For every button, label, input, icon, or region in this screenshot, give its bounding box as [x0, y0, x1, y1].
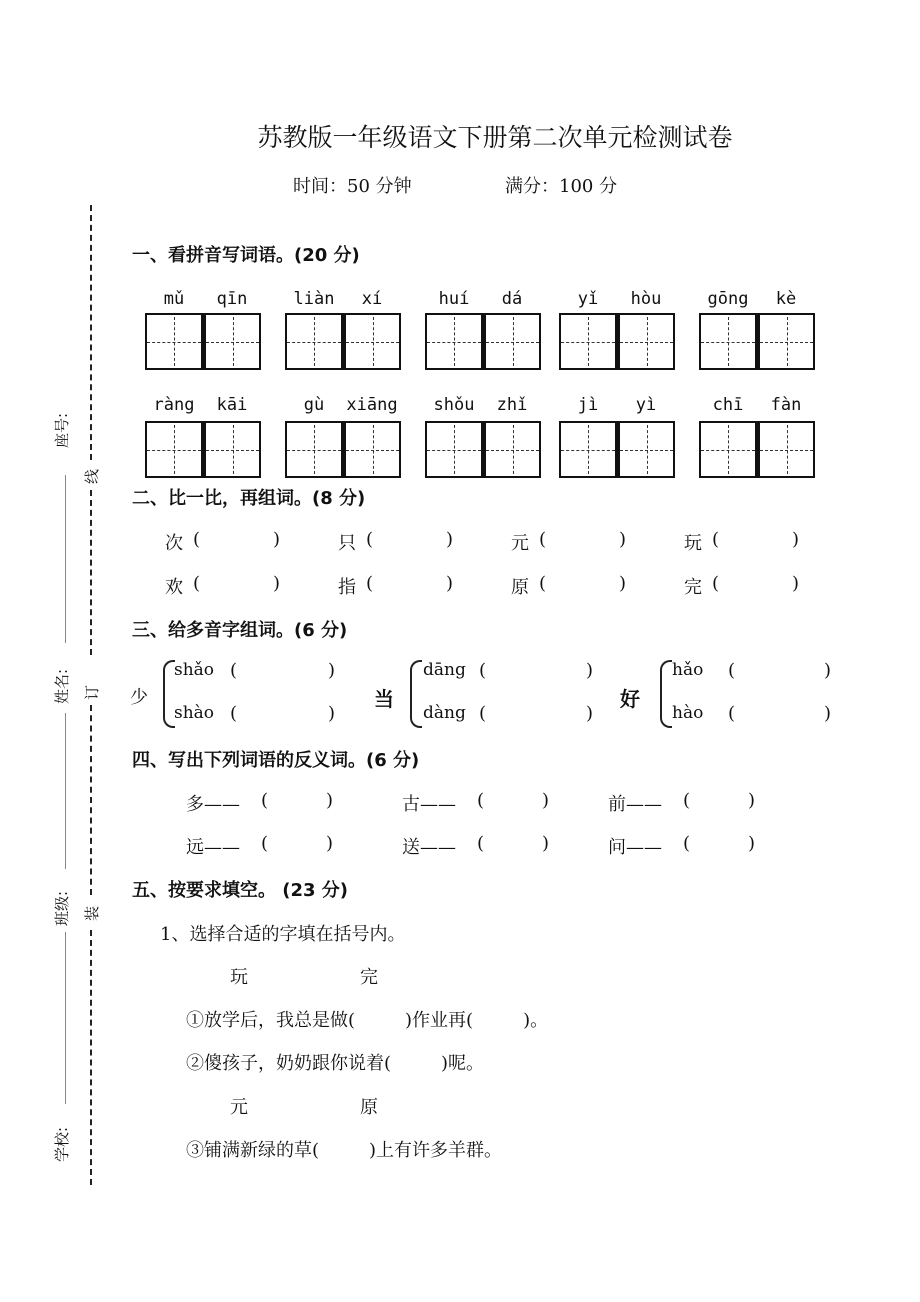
answer-blank[interactable]: [383, 573, 443, 595]
open-paren: (: [230, 703, 238, 724]
close-paren: ): [619, 573, 627, 594]
q1-instruction: 1、选择合适的字填在括号内。: [160, 924, 406, 945]
polyphone-pinyin: hǎo: [672, 660, 704, 680]
pinyin-label: liàn: [293, 289, 335, 309]
compare-char: 次: [165, 533, 183, 554]
pinyin-label: kāi: [216, 395, 248, 415]
open-paren: (: [193, 529, 201, 550]
writing-cell[interactable]: [203, 313, 261, 370]
pinyin-label: kè: [775, 289, 797, 309]
writing-grid-pair: [285, 313, 401, 370]
close-paren: ): [748, 790, 756, 811]
writing-cell[interactable]: [559, 421, 617, 478]
writing-cell[interactable]: [343, 313, 401, 370]
pinyin-label: xí: [361, 289, 383, 309]
writing-cell[interactable]: [617, 421, 675, 478]
writing-cell[interactable]: [145, 421, 203, 478]
open-paren: (: [193, 573, 201, 594]
writing-cell[interactable]: [483, 421, 541, 478]
polyphone-char: 当: [374, 687, 394, 711]
writing-cell[interactable]: [203, 421, 261, 478]
pinyin-label: jì: [577, 395, 599, 415]
polyphone-char: 好: [620, 687, 640, 711]
polyphone-pinyin: hào: [672, 703, 704, 723]
antonym-word: 问——: [608, 837, 662, 858]
pinyin-label: hòu: [630, 289, 662, 309]
answer-blank[interactable]: [729, 529, 789, 551]
close-paren: ): [328, 660, 336, 681]
open-paren: (: [728, 660, 736, 681]
pinyin-label: ràng: [153, 395, 195, 415]
close-paren: ): [586, 660, 594, 681]
writing-grid-pair: [559, 421, 675, 478]
close-paren: ): [273, 573, 281, 594]
writing-cell[interactable]: [757, 421, 815, 478]
close-paren: ): [748, 833, 756, 854]
pinyin-label: shǒu: [433, 395, 475, 415]
sentence-2: [186, 1049, 484, 1075]
open-paren: (: [539, 573, 547, 594]
choice-wan: 完: [360, 967, 378, 988]
open-paren: (: [539, 529, 547, 550]
full-score: 满分：100 分: [505, 176, 618, 197]
open-paren: (: [712, 573, 720, 594]
answer-blank[interactable]: [249, 703, 323, 725]
close-paren: ): [792, 573, 800, 594]
binding-zhuang-label: 装: [83, 905, 102, 922]
answer-blank[interactable]: [747, 660, 819, 682]
answer-blank[interactable]: [210, 529, 270, 551]
open-paren: (: [479, 660, 487, 681]
compare-char: 欢: [165, 577, 183, 598]
pinyin-label: dá: [501, 289, 523, 309]
pinyin-label: mǔ: [163, 289, 185, 309]
pinyin-label: chī: [712, 395, 744, 415]
section4-heading: 四、写出下列词语的反义词。(6 分): [132, 750, 420, 771]
binding-dashed-line-top: [90, 205, 92, 460]
brace-icon: [410, 660, 422, 728]
writing-cell[interactable]: [757, 313, 815, 370]
compare-char: 指: [338, 577, 356, 598]
open-paren: (: [683, 790, 691, 811]
pinyin-label: yì: [635, 395, 657, 415]
writing-cell[interactable]: [699, 313, 757, 370]
choice-yuan2: 原: [360, 1097, 378, 1118]
class-label: 班级:: [53, 890, 72, 927]
sentence-2-part-a: ②傻孩子，奶奶跟你说着(: [186, 1053, 392, 1074]
sentence-1: [186, 1006, 548, 1032]
close-paren: ): [273, 529, 281, 550]
pinyin-label: xiāng: [346, 395, 398, 415]
close-paren: ): [326, 790, 334, 811]
open-paren: (: [366, 529, 374, 550]
compare-char: 原: [511, 577, 529, 598]
pinyin-label: huí: [438, 289, 470, 309]
polyphone-pinyin: dāng: [423, 660, 466, 680]
page-title: 苏教版一年级语文下册第二次单元检测试卷: [257, 123, 733, 152]
open-paren: (: [477, 790, 485, 811]
open-paren: (: [230, 660, 238, 681]
binding-ding-label: 订: [83, 684, 102, 701]
sentence-3: [186, 1136, 502, 1162]
antonym-word: 古——: [402, 794, 456, 815]
writing-cell[interactable]: [343, 421, 401, 478]
answer-blank[interactable]: [729, 573, 789, 595]
answer-blank[interactable]: [210, 573, 270, 595]
close-paren: ): [824, 660, 832, 681]
choice-yuan: 元: [230, 1097, 248, 1118]
binding-dashed-line-mid2: [90, 705, 92, 895]
antonym-word: 远——: [186, 837, 240, 858]
close-paren: ): [824, 703, 832, 724]
open-paren: (: [477, 833, 485, 854]
compare-char: 只: [338, 533, 356, 554]
close-paren: ): [586, 703, 594, 724]
pinyin-label: zhǐ: [496, 395, 528, 415]
writing-grid-pair: [425, 313, 541, 370]
section3-heading: 三、给多音字组词。(6 分): [132, 620, 348, 641]
sentence-2-part-b: )呢。: [441, 1053, 485, 1074]
close-paren: ): [792, 529, 800, 550]
answer-blank[interactable]: [498, 703, 581, 725]
writing-cell[interactable]: [285, 421, 343, 478]
answer-blank[interactable]: [556, 573, 616, 595]
sentence-1-part-c: )。: [523, 1010, 549, 1031]
pinyin-label: gù: [303, 395, 325, 415]
binding-dashed-line-bottom: [90, 930, 92, 1185]
name-line[interactable]: [65, 475, 66, 643]
close-paren: ): [446, 573, 454, 594]
compare-char: 玩: [684, 533, 702, 554]
class-line[interactable]: [65, 713, 66, 869]
school-label: 学校:: [53, 1126, 72, 1163]
brace-icon: [660, 660, 672, 728]
binding-dashed-line-mid1: [90, 490, 92, 655]
open-paren: (: [683, 833, 691, 854]
seat-label: 座号:: [53, 412, 72, 449]
close-paren: ): [328, 703, 336, 724]
pinyin-label: fàn: [770, 395, 802, 415]
antonym-word: 送——: [402, 837, 456, 858]
school-line[interactable]: [65, 932, 66, 1104]
open-paren: (: [261, 833, 269, 854]
pinyin-label: yǐ: [577, 289, 599, 309]
answer-blank[interactable]: [498, 660, 581, 682]
answer-blank[interactable]: [494, 790, 544, 812]
answer-blank[interactable]: [747, 703, 819, 725]
answer-blank[interactable]: [383, 529, 443, 551]
writing-cell[interactable]: [617, 313, 675, 370]
writing-cell[interactable]: [145, 313, 203, 370]
open-paren: (: [712, 529, 720, 550]
close-paren: ): [542, 833, 550, 854]
writing-cell[interactable]: [425, 421, 483, 478]
pinyin-label: qīn: [216, 289, 248, 309]
answer-blank[interactable]: [278, 790, 328, 812]
binding-xian-label: 线: [83, 468, 102, 485]
compare-char: 元: [511, 533, 529, 554]
answer-blank[interactable]: [278, 833, 328, 855]
writing-grid-pair: [285, 421, 401, 478]
open-paren: (: [479, 703, 487, 724]
polyphone-pinyin: dàng: [423, 703, 466, 723]
sentence-3-part-b: )上有许多羊群。: [369, 1140, 503, 1161]
writing-cell[interactable]: [699, 421, 757, 478]
answer-blank[interactable]: [494, 833, 544, 855]
close-paren: ): [326, 833, 334, 854]
open-paren: (: [366, 573, 374, 594]
writing-grid-pair: [559, 313, 675, 370]
open-paren: (: [261, 790, 269, 811]
writing-grid-pair: [145, 313, 261, 370]
answer-blank[interactable]: [249, 660, 323, 682]
close-paren: ): [619, 529, 627, 550]
close-paren: ): [446, 529, 454, 550]
writing-grid-pair: [145, 421, 261, 478]
section5-heading: 五、按要求填空。 (23 分): [132, 880, 349, 901]
name-label: 姓名:: [53, 668, 72, 705]
sentence-3-part-a: ③铺满新绿的草(: [186, 1140, 320, 1161]
writing-cell[interactable]: [559, 313, 617, 370]
polyphone-pinyin: shǎo: [174, 660, 215, 680]
writing-grid-pair: [699, 421, 815, 478]
section2-heading: 二、比一比，再组词。(8 分): [132, 488, 366, 509]
antonym-word: 多——: [186, 794, 240, 815]
writing-grid-pair: [699, 313, 815, 370]
choice-wan2: 玩: [230, 967, 248, 988]
polyphone-char: 少: [130, 687, 148, 708]
sentence-1-part-b: )作业再(: [405, 1010, 474, 1031]
writing-grid-pair: [425, 421, 541, 478]
writing-cell[interactable]: [483, 313, 541, 370]
answer-blank[interactable]: [556, 529, 616, 551]
antonym-word: 前——: [608, 794, 662, 815]
section1-heading: 一、看拼音写词语。(20 分): [132, 245, 360, 266]
pinyin-label: gōng: [707, 289, 749, 309]
close-paren: ): [542, 790, 550, 811]
open-paren: (: [728, 703, 736, 724]
sentence-1-part-a: ①放学后，我总是做(: [186, 1010, 356, 1031]
exam-time: 时间：50 分钟: [293, 176, 412, 197]
answer-blank[interactable]: [700, 833, 750, 855]
writing-cell[interactable]: [285, 313, 343, 370]
answer-blank[interactable]: [700, 790, 750, 812]
polyphone-pinyin: shào: [174, 703, 215, 723]
compare-char: 完: [684, 577, 702, 598]
writing-cell[interactable]: [425, 313, 483, 370]
